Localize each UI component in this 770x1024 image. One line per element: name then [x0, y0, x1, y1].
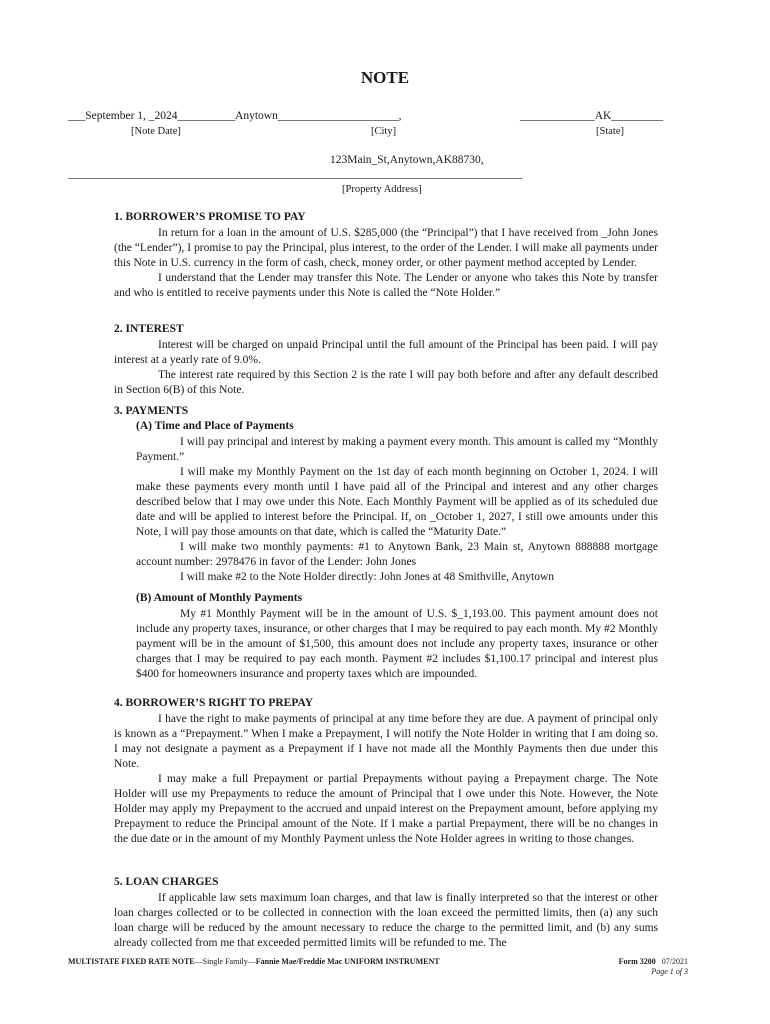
section-3a-heading: (A) Time and Place of Payments: [136, 420, 294, 432]
footer-form-type: —Single Family—: [194, 957, 256, 966]
section-1-paragraph: I understand that the Lender may transfer this Note. The Lender or anyone who takes this Note by transfer and who is entitled to receive payments under this Note is called the “Note Holder.”: [114, 272, 658, 299]
section-5-heading: 5. LOAN CHARGES: [114, 876, 219, 888]
property-address: 123Main_St,Anytown,AK88730,: [330, 154, 484, 166]
property-address-line: _______________________________________________________________________________: [68, 168, 523, 180]
section-4-paragraph: I have the right to make payments of principal at any time before they are due. A payment of principal only is known as a “Prepayment.” When I make a Prepayment, I will notify the Note Holder in writing that I am doing so. I may not designate a payment as a Prepayment if I have not made all the Monthly Payments then due under this Note.: [114, 713, 658, 770]
section-3b-paragraph: My #1 Monthly Payment will be in the amount of U.S. $_1,193.00. This payment amount does not include any property taxes, insurance, or other charges that I may be required to pay each month. My #2 Monthly payment will be in the amount of $1,500, this amount does not include any property taxes, insurance or other charges that I may be required to pay each month. Payment #2 includes $1,100.17 principal and interest plus $400 for homeowners insurance and property taxes which are impounded.: [136, 608, 658, 680]
section-5-paragraph: If applicable law sets maximum loan charges, and that law is finally interpreted so that the interest or other loan charges collected or to be collected in connection with the loan exceed the permitted limits, then (a) any such loan charge will be reduced by the amount necessary to reduce the charge to the permitted limit, and (b) any sums already collected from me that exceeded permitted limits will be refunded to me. The: [114, 892, 658, 949]
property-address-caption: [Property Address]: [342, 184, 422, 195]
section-3a-paragraph: I will make my Monthly Payment on the 1st day of each month beginning on October 1, 2024. I will make these payments every month until I have paid all of the Principal and interest and any other charges described below that I may owe under this Note. Each Monthly Payment will be applied as of its scheduled due date and will be applied to interest before the Principal. If, on _October 1, 2027, I still owe amounts under this Note, I will pay those amounts on that date, which is called the “Maturity Date.”: [136, 466, 658, 538]
state-line: _____________AK_________: [520, 110, 664, 122]
section-1-heading: 1. BORROWER’S PROMISE TO PAY: [114, 211, 306, 223]
section-2-paragraph: Interest will be charged on unpaid Principal until the full amount of the Principal has been paid. I will pay interest at a yearly rate of 9.0%.: [114, 339, 658, 366]
footer-form-info: [560, 957, 688, 977]
section-2-heading: 2. INTEREST: [114, 323, 184, 335]
footer-instrument-label: [68, 957, 440, 966]
section-3a-paragraph: I will make #2 to the Note Holder directly: John Jones at 48 Smithville, Anytown: [180, 571, 555, 583]
footer-uniform-instrument: Fannie Mae/Freddie Mac UNIFORM INSTRUMENT: [255, 957, 440, 966]
state-caption: [State]: [596, 126, 624, 137]
note-date-caption: [Note Date]: [131, 126, 181, 137]
section-4-body: [114, 712, 658, 847]
section-3-heading: 3. PAYMENTS: [114, 405, 189, 417]
section-4-paragraph: I may make a full Prepayment or partial Prepayments without paying a Prepayment charge. The Note Holder will use my Prepayments to reduce the amount of Principal that I owe under this Note. However, the Note Holder may apply my Prepayment to the accrued and unpaid interest on the Prepayment amount, before applying my Prepayment to reduce the Principal amount of the Note. If I make a partial Prepayment, there will be no changes in the due date or in the amount of my Monthly Payment unless the Note Holder agrees in writing to those changes.: [114, 773, 658, 845]
section-3a-body: [136, 435, 658, 585]
footer-form-date: 07/2021: [661, 957, 688, 966]
section-4-heading: 4. BORROWER’S RIGHT TO PREPAY: [114, 697, 314, 709]
footer-form-number: Form 3200: [618, 957, 656, 966]
section-3b-body: [136, 607, 658, 682]
section-3b-heading: (B) Amount of Monthly Payments: [136, 592, 303, 604]
section-1-paragraph: In return for a loan in the amount of U.S. $285,000 (the “Principal”) that I have received from _John Jones (the “Lender”), I promise to pay the Principal, plus interest, to the order of the Lender. I will make all payments under this Note in U.S. currency in the form of cash, check, money order, or other payment method accepted by Lender.: [114, 227, 658, 269]
footer-page-number: Page 1 of 3: [651, 967, 688, 976]
section-1-body: [114, 226, 658, 301]
section-3a-paragraph: I will make two monthly payments: #1 to Anytown Bank, 23 Main st, Anytown 888888 mortgage account number: 2978476 in favor of the Lender: John Jones: [136, 541, 658, 568]
section-3a-paragraph: I will pay principal and interest by making a payment every month. This amount is called my “Monthly Payment.”: [136, 436, 658, 463]
note-date-city-line: ___September 1, _2024__________Anytown_____________________,: [68, 110, 402, 122]
document-title: NOTE: [360, 68, 410, 87]
section-5-body: [114, 891, 658, 951]
footer-form-name: MULTISTATE FIXED RATE NOTE: [68, 957, 195, 966]
section-2-paragraph: The interest rate required by this Section 2 is the rate I will pay both before and after any default described in Section 6(B) of this Note.: [114, 369, 658, 396]
section-2-body: [114, 338, 658, 398]
city-caption: [City]: [371, 126, 397, 137]
